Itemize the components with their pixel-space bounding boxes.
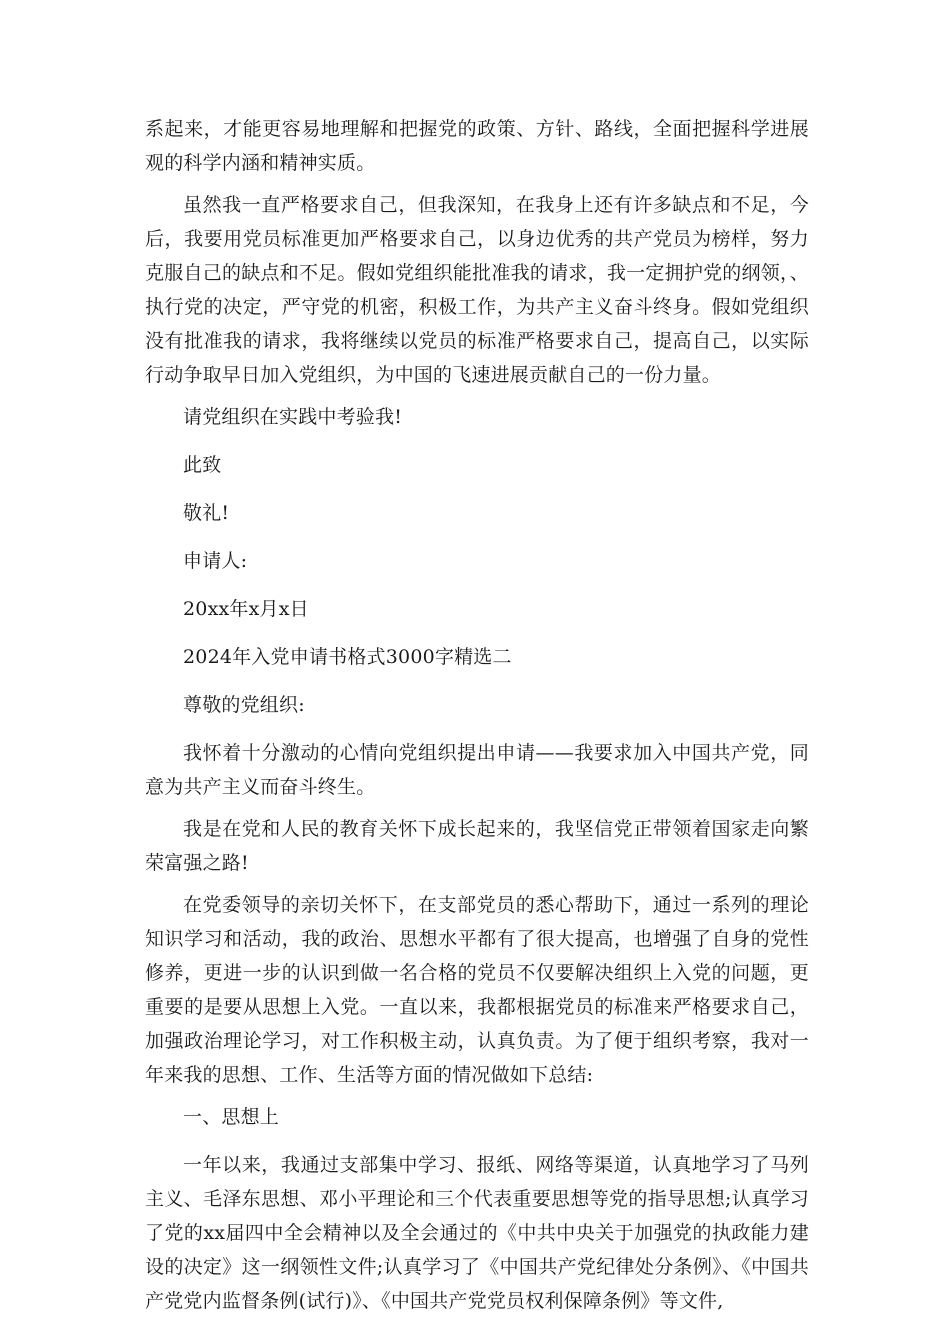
paragraph-study: 一年以来，我通过支部集中学习、报纸、网络等渠道，认真地学习了马列主义、毛泽东思想、邓小平理论和三个代表重要思想等党的指导思想;认真学习了党的xx届四中全会精神以及全会通过的《中共中央关于加强党的执政能力建设的决定》这一纲领性文件;认真学习了《中国共产党纪律处分条例》、《中国共产党党内监督条例(试行)》、《中国共产党党员权利保障条例》等文件, bbox=[145, 1154, 809, 1312]
heading-thought: 一、思想上 bbox=[183, 1106, 280, 1128]
paragraph-continuation: 系起来，才能更容易地理解和把握党的政策、方针、路线，全面把握科学进展观的科学内涵和精神实质。 bbox=[145, 118, 809, 174]
paragraph-salutation-jingli: 敬礼! bbox=[183, 502, 230, 524]
section-title: 2024年入党申请书格式3000字精选二 bbox=[183, 646, 512, 668]
paragraph-request-test: 请党组织在实践中考验我! bbox=[183, 406, 403, 428]
paragraph-summary: 在党委领导的亲切关怀下，在支部党员的悉心帮助下，通过一系列的理论知识学习和活动，我的政治、思想水平都有了很大提高，也增强了自身的党性修养，更进一步的认识到做一名合格的党员不仅要解决组织上入党的问题，更重要的是要从思想上入党。一直以来，我都根据党员的标准来严格要求自己，加强政治理论学习，对工作积极主动，认真负责。为了便于组织考察，我对一年来我的思想、工作、生活等方面的情况做如下总结: bbox=[145, 894, 809, 1086]
paragraph-salutation-cizhi: 此致 bbox=[183, 454, 222, 476]
document-body bbox=[145, 112, 809, 1326]
paragraph-belief: 我是在党和人民的教育关怀下成长起来的，我坚信党正带领着国家走向繁荣富强之路! bbox=[145, 818, 809, 874]
paragraph-self-requirement: 虽然我一直严格要求自己，但我深知，在我身上还有许多缺点和不足，今后，我要用党员标准更加严格要求自己，以身边优秀的共产党员为榜样，努力克服自己的缺点和不足。假如党组织能批准我的请求，我一定拥护党的纲领，、执行党的决定，严守党的机密，积极工作，为共产主义奋斗终身。假如党组织没有批准我的请求，我将继续以党员的标准严格要求自己，提高自己，以实际行动争取早日加入党组织，为中国的飞速进展贡献自己的一份力量。 bbox=[145, 194, 809, 386]
paragraph-application: 我怀着十分激动的心情向党组织提出申请——我要求加入中国共产党，同意为共产主义而奋斗终生。 bbox=[145, 742, 809, 798]
paragraph-greeting: 尊敬的党组织: bbox=[183, 694, 305, 716]
paragraph-applicant: 申请人: bbox=[183, 550, 248, 572]
paragraph-date: 20xx年x月x日 bbox=[183, 598, 309, 620]
